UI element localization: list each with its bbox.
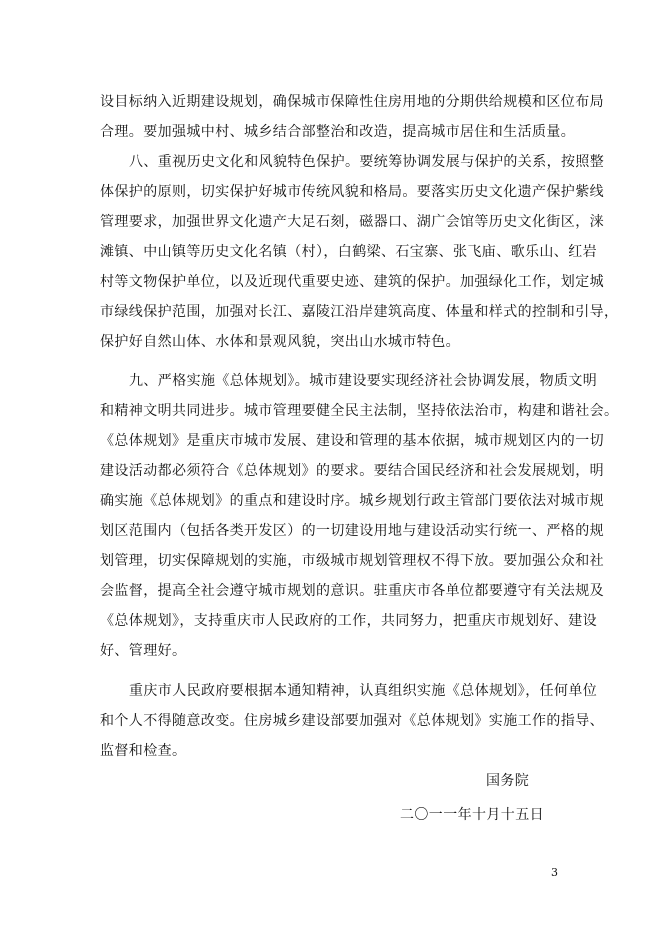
text-line-content: 九、严格实施《总体规划》。城市建设要实现经济社会协调发展，物质文明 <box>129 373 598 389</box>
text-line-content: 滩镇、中山镇等历史文化名镇（村），白鹤梁、石宝寨、张飞庙、歌乐山、红岩 <box>100 244 597 260</box>
text-line-content: 建设活动都必须符合《总体规划》的要求。要结合国民经济和社会发展规划，明 <box>100 463 604 479</box>
text-line-content: 设目标纳入近期建设规划，确保城市保障性住房用地的分期供给规模和区位布局 <box>100 94 604 110</box>
signature-date: 二〇一一年十月十五日 <box>400 807 544 823</box>
text-line-content: 划管理，切实保障规划的实施，市级城市规划管理权不得下放。要加强公众和社 <box>100 553 604 569</box>
text-line-content: 重庆市人民政府要根据本通知精神，认真组织实施《总体规划》，任何单位 <box>129 683 598 699</box>
text-line-content: 合理。要加强城中村、城乡结合部整治和改造，提高城市居住和生活质量。 <box>100 124 576 140</box>
text-line-content: 八、重视历史文化和风貌特色保护。要统筹协调发展与保护的关系，按照整 <box>129 154 605 170</box>
text-line-content: 和个人不得随意改变。住房城乡建设部要加强对《总体规划》实施工作的指导、 <box>100 713 604 729</box>
text-line-content: 监督和检查。 <box>100 743 187 759</box>
text-line-content: 会监督，提高全社会遵守城市规划的意识。驻重庆市各单位都要遵守有关法规及 <box>100 583 604 599</box>
text-line-content: 保护好自然山体、水体和景观风貌，突出山水城市特色。 <box>100 334 460 350</box>
text-line-content: 和精神文明共同进步。城市管理要健全民主法制，坚持依法治市，构建和谐社会。 <box>100 403 619 419</box>
text-line-content: 市绿线保护范围，加强对长江、嘉陵江沿岸建筑高度、体量和样式的控制和引导， <box>100 304 619 320</box>
text-line-content: 好、管理好。 <box>100 643 187 659</box>
text-line-content: 体保护的原则，切实保护好城市传统风貌和格局。要落实历史文化遗产保护紫线 <box>100 184 604 200</box>
text-line-content: 村等文物保护单位，以及近现代重要史迹、建筑的保护。加强绿化工作，划定城 <box>100 274 604 290</box>
page-number: 3 <box>551 866 558 879</box>
signature-issuer: 国务院 <box>486 773 530 789</box>
text-line-content: 《总体规划》，支持重庆市人民政府的工作，共同努力，把重庆市规划好、建设 <box>100 613 597 629</box>
text-line-content: 划区范围内（包括各类开发区）的一切建设用地与建设活动实行统一、严格的规 <box>100 523 604 539</box>
text-line-content: 《总体规划》是重庆市城市发展、建设和管理的基本依据，城市规划区内的一切 <box>100 433 604 449</box>
text-line-content: 管理要求，加强世界文化遗产大足石刻，磁器口、湖广会馆等历史文化街区，涞 <box>100 214 604 230</box>
text-line-content: 确实施《总体规划》的重点和建设时序。城乡规划行政主管部门要依法对城市规 <box>100 493 604 509</box>
